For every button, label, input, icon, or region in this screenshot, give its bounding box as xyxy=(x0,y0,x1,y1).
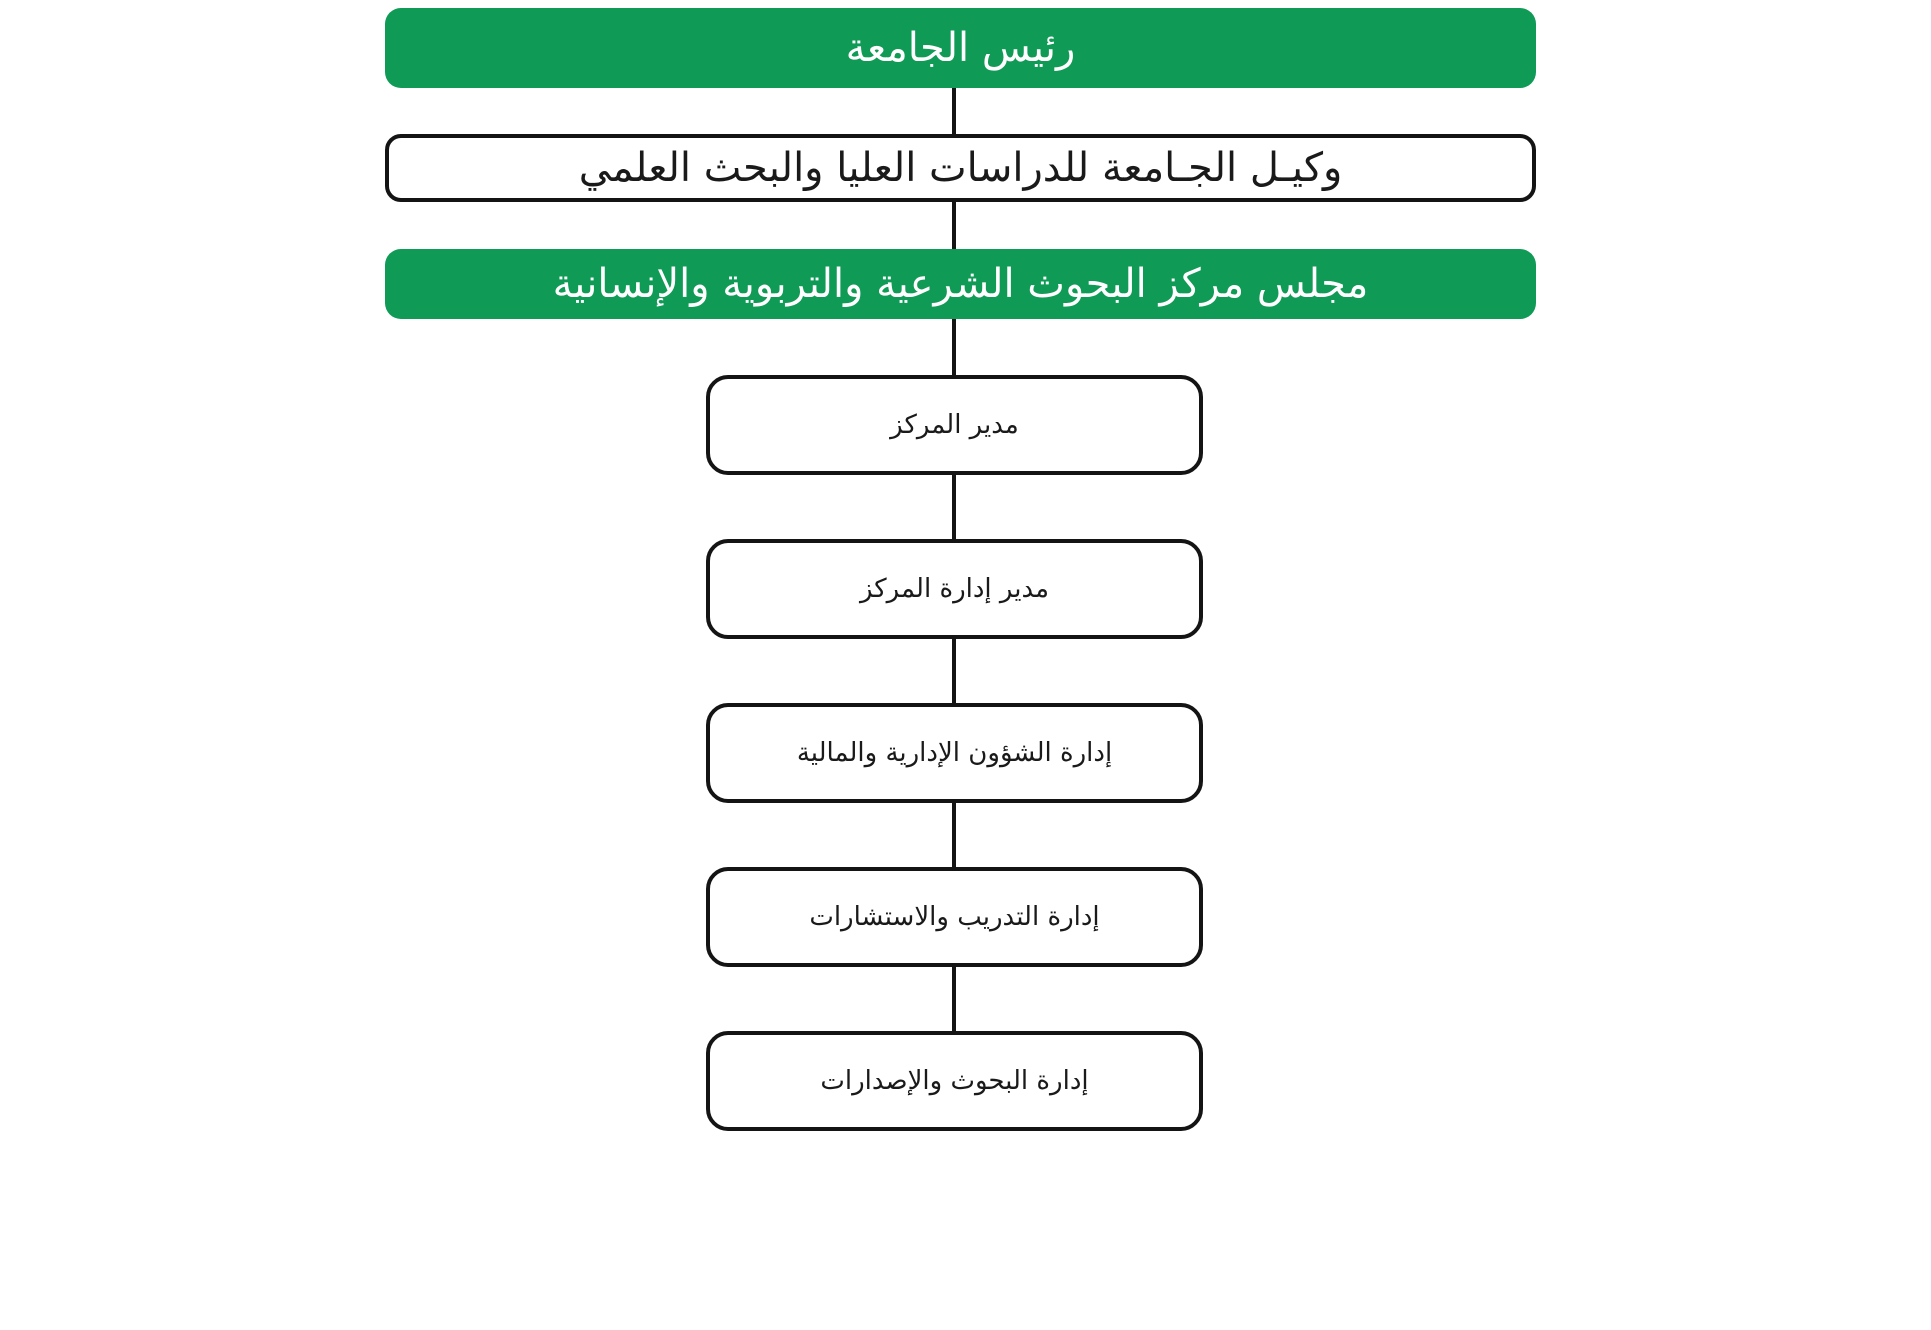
connector-line xyxy=(952,319,956,375)
connector-line xyxy=(952,475,956,539)
connector-line xyxy=(952,967,956,1031)
org-node-research-publications: إدارة البحوث والإصدارات xyxy=(706,1031,1203,1131)
org-node-center-director: مدير المركز xyxy=(706,375,1203,475)
connector-line xyxy=(952,639,956,703)
org-node-university-president: رئيس الجامعة xyxy=(385,8,1536,88)
org-node-research-center-council: مجلس مركز البحوث الشرعية والتربوية والإنسانية xyxy=(385,249,1536,319)
org-node-vice-president-graduate-studies: وكيـل الجـامعة للدراسات العليا والبحث العلمي xyxy=(385,134,1536,202)
org-node-center-administration-director: مدير إدارة المركز xyxy=(706,539,1203,639)
connector-line xyxy=(952,202,956,249)
org-node-training-consulting: إدارة التدريب والاستشارات xyxy=(706,867,1203,967)
org-node-administrative-financial-affairs: إدارة الشؤون الإدارية والمالية xyxy=(706,703,1203,803)
connector-line xyxy=(952,88,956,134)
connector-line xyxy=(952,803,956,867)
